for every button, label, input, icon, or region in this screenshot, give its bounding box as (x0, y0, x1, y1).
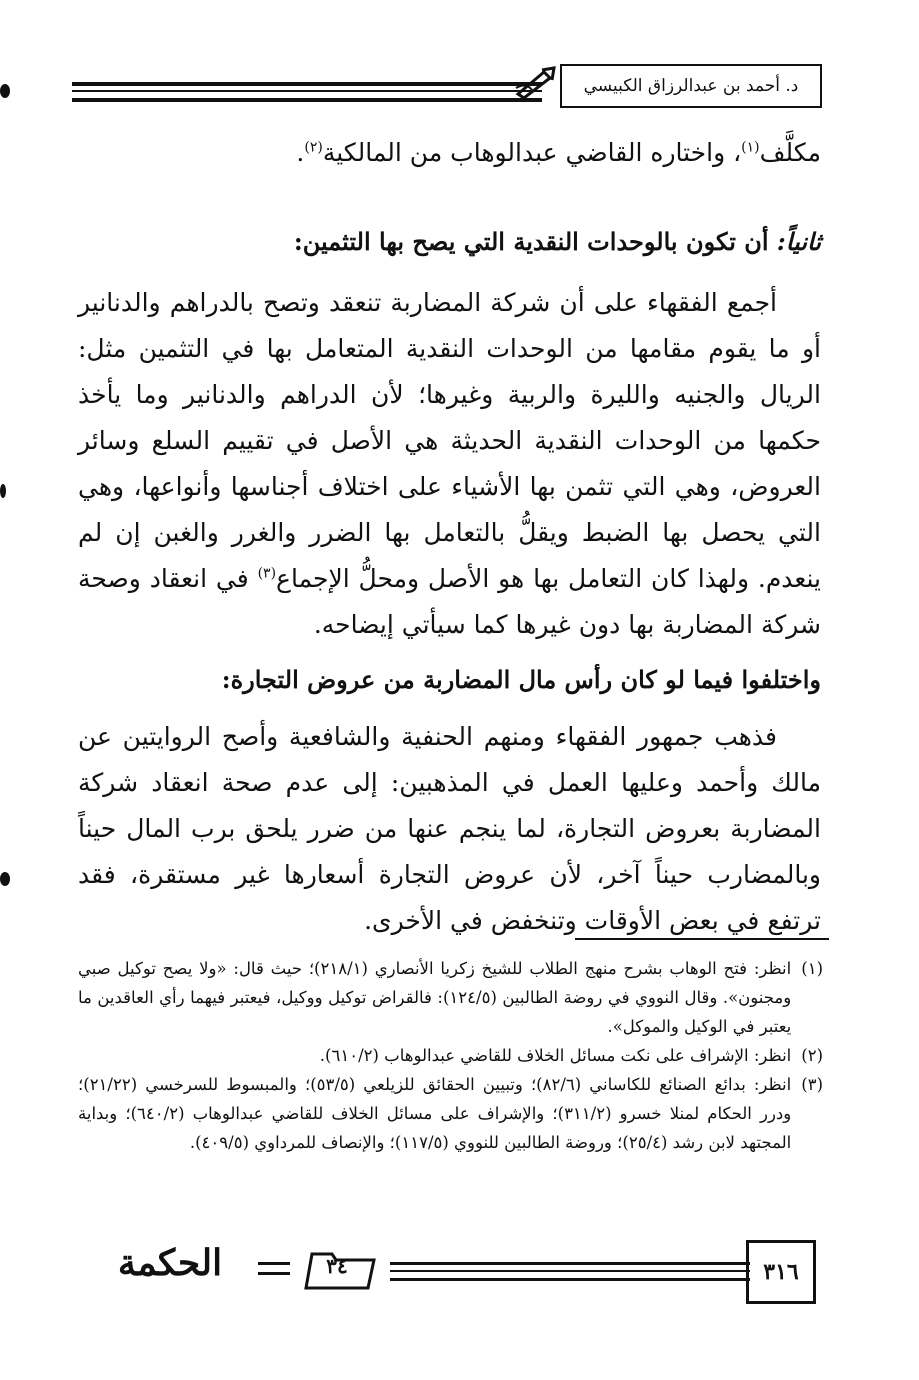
footnote (78, 1041, 823, 1070)
edge-mark (0, 84, 10, 98)
issue-number: ٣٤ (326, 1254, 348, 1278)
brand-logo: الحكمة (117, 1242, 223, 1284)
edge-mark (0, 484, 6, 498)
subsection-heading: واختلفوا فيما لو كان رأس مال المضاربة من عروض التجارة: (221, 665, 821, 694)
heading-text: أن تكون بالوحدات النقدية التي يصح بها التثمين: (293, 227, 769, 256)
page-header (72, 64, 830, 110)
page-number-box (746, 1240, 816, 1304)
footnote-ref: (١) (741, 139, 760, 156)
footer-rule (390, 1262, 750, 1265)
footnotes (78, 954, 823, 1157)
footer-rule (390, 1278, 750, 1281)
header-rule (72, 82, 542, 86)
page-number: ٣١٦ (763, 1259, 799, 1285)
footer-rule (258, 1262, 290, 1265)
header-rule (72, 90, 542, 92)
section-heading (78, 220, 821, 264)
footnote-number: (٢) (801, 1046, 823, 1065)
main-text (78, 130, 821, 944)
footnote-ref: (٣) (257, 565, 277, 582)
footer-rule (390, 1270, 750, 1272)
header-rule (72, 98, 542, 102)
pen-icon (514, 66, 558, 100)
page-footer (90, 1240, 830, 1300)
intro-line: مكلَّف$^{(١)}$، واختاره القاضي عبدالوهاب من المالكية$^{(٢)}$. (296, 138, 821, 167)
footnote-number: (١) (801, 959, 823, 978)
paragraph: فذهب جمهور الفقهاء ومنهم الحنفية والشافعية وأصح الروايتين عن مالك وأحمد وعليها العمل في المذهبين: إلى عدم صحة انعقاد شركة المضاربة بعروض التجارة، لما ينجم عنها من ضرر يلحق برب المال حيناً وبالمضارب حيناً آخر، لأن عروض التجارة أسعارها غير مستقرة، فقد ترتفع في بعض الأوقات وتنخفض في الأخرى. (78, 722, 822, 935)
author-box (560, 64, 822, 108)
footnote (78, 954, 823, 1041)
footnote-text: انظر: الإشراف على نكت مسائل الخلاف للقاضي عبدالوهاب (٦١٠/٢). (319, 1046, 792, 1065)
author-name: د. أحمد بن عبدالرزاق الكبيسي (583, 76, 799, 96)
footer-rule (258, 1272, 290, 1275)
paragraph: أجمع الفقهاء على أن شركة المضاربة تنعقد وتصح بالدراهم والدنانير أو ما يقوم مقامها من الوحدات النقدية المتعامل بها في التثمين مثل: الريال والجنيه والليرة والربية وغيرها؛ لأن الدراهم والدنانير وما يأخذ حكمها من الوحدات النقدية الحديثة هي الأصل في تقييم السلع وسائر العروض، وهي التي تثمن بها الأشياء على اختلاف أجناسها وأنواعها، وهي التي يحصل بها الضبط ويقلُّ بالتعامل بها الضرر والغرر والغبن إن لم ينعدم. ولهذا كان التعامل بها هو الأصل ومحلُّ الإجماع$^{(٣)}$ في انعقاد وصحة شركة المضاربة بها دون غيرها كما سيأتي إيضاحه. (78, 288, 821, 639)
footnote-rule (575, 938, 829, 940)
footnote-ref: (٢) (304, 139, 323, 156)
edge-mark (0, 872, 10, 886)
footnote-number: (٣) (801, 1075, 823, 1094)
footnote (78, 1070, 823, 1157)
footnote-text: انظر: بدائع الصنائع للكاساني (٨٢/٦)؛ وتبيين الحقائق للزيلعي (٥٣/٥)؛ والمبسوط للسرخسي (٢١/٢٢)؛ ودرر الحكام لمنلا خسرو (٣١١/٢)؛ والإشراف على مسائل الخلاف للقاضي عبدالوهاب (٦٤٠/٢)؛ وبداية المجتهد لابن رشد (٢٥/٤)؛ وروضة الطالبين للنووي (١١٧/٥)؛ والإنصاف للمرداوي (٤٠٩/٥). (78, 1075, 792, 1152)
heading-lead: ثانياً: (776, 227, 821, 256)
footnote-text: انظر: فتح الوهاب بشرح منهج الطلاب للشيخ زكريا الأنصاري (٢١٨/١)؛ حيث قال: «ولا يصح توكيل صبي ومجنون». وقال النووي في روضة الطالبين (١٢٤/٥): فالقراض توكيل ووكيل، فيعتبر فيهما رأي العاقدين ما يعتبر في الوكيل والموكل». (78, 959, 792, 1036)
